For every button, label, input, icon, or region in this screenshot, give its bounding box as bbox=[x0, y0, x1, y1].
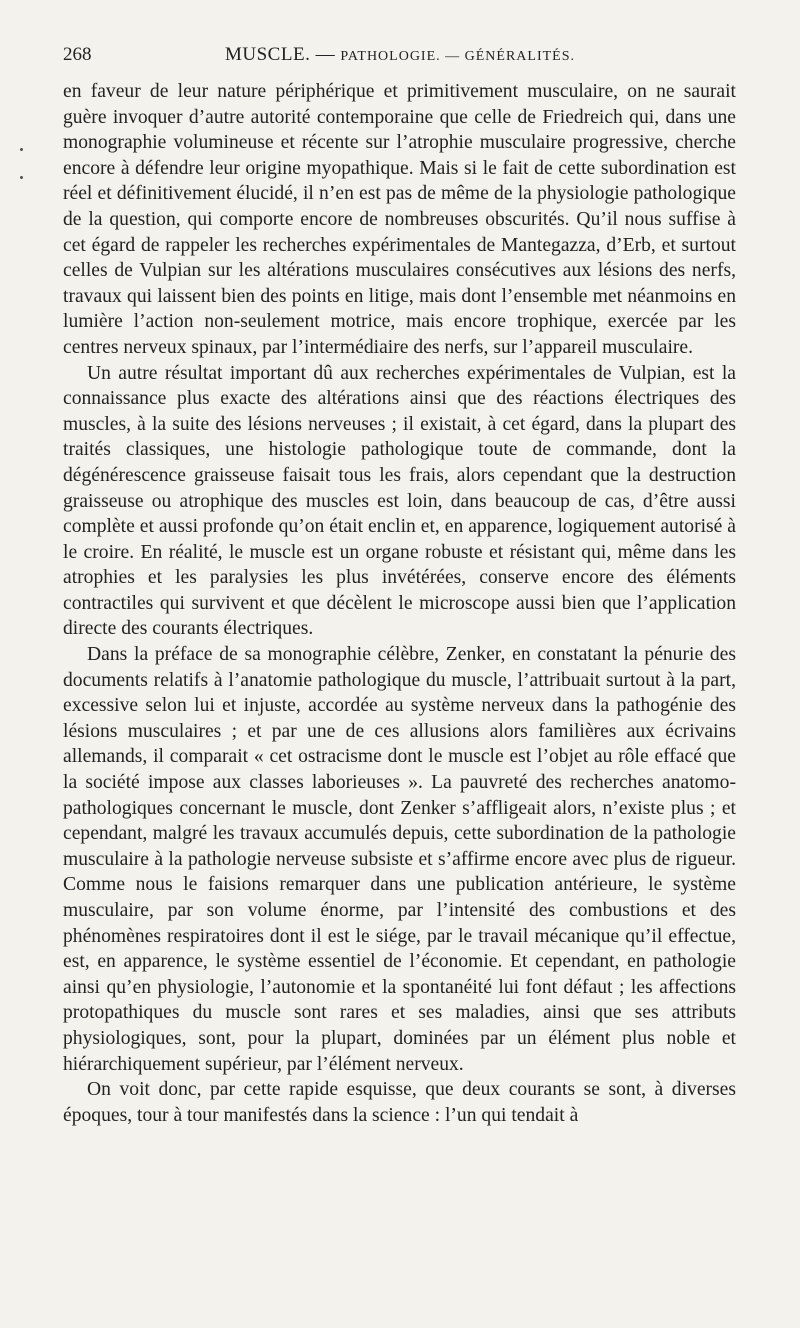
running-head-subtitle: PATHOLOGIE. — GÉNÉRALITÉS. bbox=[340, 49, 576, 64]
running-head bbox=[225, 44, 575, 66]
paragraph-2: Un autre résultat important dû aux recherches expérimentales de Vulpian, est la connaissance plus exacte des altérations ainsi que des réactions électriques des muscles, à la suite des lésions nerveuses ; il existait, à cet égard, dans la plupart des traités classiques, une histologie pathologique toute de commande, dont la dégénérescence graisseuse faisait tous les frais, alors cependant que la destruction graisseuse ou atrophique des muscles est loin, dans beaucoup de cas, d’être aussi complète et aussi profonde qu’on était enclin et, en apparence, logiquement autorisé à le croire. En réalité, le muscle est un organe robuste et résistant qui, même dans les atrophies et les paralysies les plus invétérées, conserve encore des éléments contractiles qui survivent et que décèlent le microscope aussi bien que l’application directe des courants électriques. bbox=[63, 362, 736, 640]
paragraph-1: en faveur de leur nature périphérique et primitivement musculaire, on ne saurait guère invoquer d’autre autorité contemporaine que celle de Friedreich qui, dans une monographie volumineuse et récente sur l’atrophie musculaire progressive, cherche encore à défendre leur origine myopathique. Mais si le fait de cette subordination est réel et définitivement élucidé, il n’en est pas de même de la physiologie pathologique de la question, qui comporte encore de nombreuses obscurités. Qu’il nous suffise à cet égard de rappeler les recherches expérimentales de Mantegazza, d’Erb, et surtout celles de Vulpian sur les altérations musculaires consécutives aux lésions des nerfs, travaux qui laissent bien des points en litige, mais dont l’ensemble met néanmoins en lumière l’action non-seulement motrice, mais encore trophique, exercée par les centres nerveux spinaux, par l’intermédiaire des nerfs, sur l’appareil musculaire. bbox=[63, 81, 736, 358]
page-header bbox=[63, 44, 735, 72]
margin-mark bbox=[20, 148, 23, 151]
running-head-title: MUSCLE. — bbox=[225, 44, 341, 65]
page-number: 268 bbox=[63, 44, 92, 65]
paragraph-4: On voit donc, par cette rapide esquisse, que deux courants se sont, à diverses époques, tour à tour manifestés dans la science : l’un qui tendait à bbox=[63, 1079, 736, 1126]
paragraph-3: Dans la préface de sa monographie célèbre, Zenker, en constatant la pénurie des documents relatifs à l’anatomie pathologique du muscle, l’attribuait surtout à la part, excessive selon lui et injuste, accordée au système nerveux dans la pathogénie des lésions musculaires ; et par une de ces allusions alors familières aux écrivains allemands, il comparait « cet ostracisme dont le muscle est l’objet au rôle effacé que la société impose aux classes laborieuses ». La pauvreté des recherches anatomo-pathologiques concernant le muscle, dont Zenker s’affligeait alors, n’existe plus ; et cependant, malgré les travaux accumulés depuis, cette subordination de la pathologie musculaire à la pathologie nerveuse subsiste et s’affirme encore avec plus de rigueur. Comme nous le faisions remarquer dans une publication antérieure, le système musculaire, par son volume énorme, par l’intensité des combustions et des phénomènes respiratoires dont il est le siége, par le travail mécanique qu’il effectue, est, en apparence, le système essentiel de l’économie. Et cependant, en pathologie ainsi qu’en physiologie, l’autonomie et la spontanéité lui font défaut ; les affections protopathiques du muscle sont rares et ses maladies, ainsi que ses attributs physiologiques, sont, pour la plupart, dominées par un élément plus noble et hiérarchiquement supérieur, par l’élément nerveux. bbox=[63, 644, 736, 1075]
body-text bbox=[63, 79, 736, 1128]
margin-mark bbox=[20, 176, 23, 179]
